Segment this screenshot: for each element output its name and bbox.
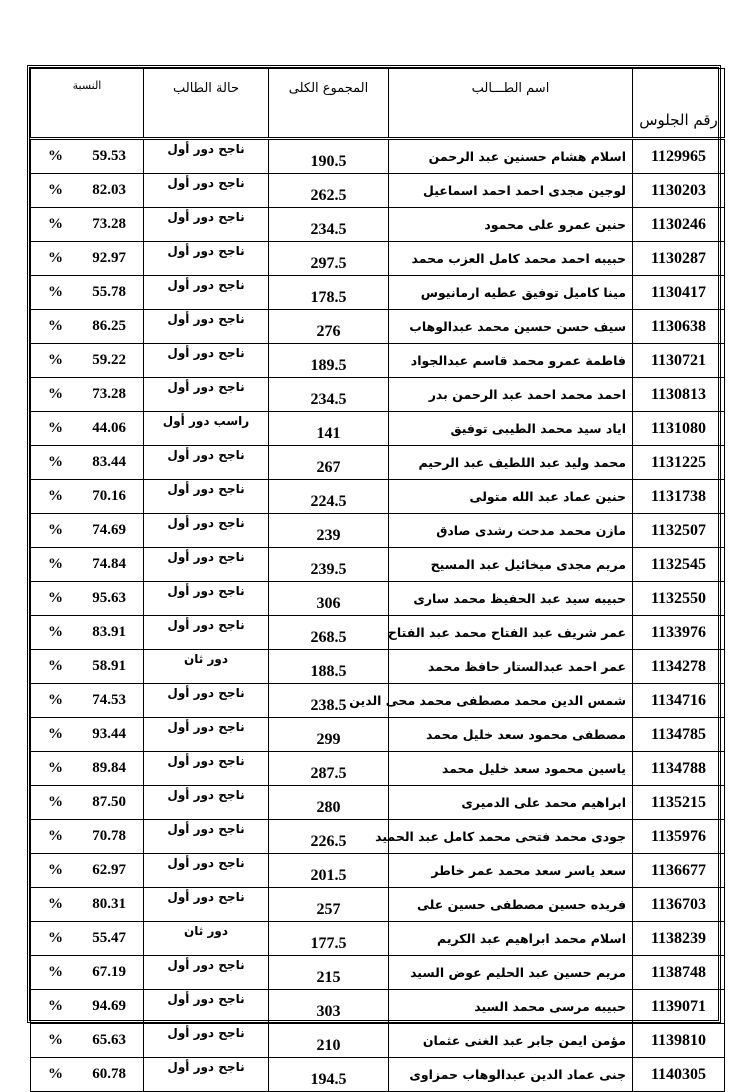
percent-symbol: %	[48, 352, 63, 368]
percent-symbol: %	[48, 760, 63, 776]
percentage-value: 44.06	[92, 420, 126, 436]
percentage-cell	[31, 990, 144, 1024]
student-name-cell: حبيبه مرسى محمد السيد	[389, 990, 633, 1024]
total-cell: 238.5	[269, 684, 389, 718]
status-cell: ناجح دور أول	[144, 378, 269, 412]
status-cell: ناجح دور أول	[144, 820, 269, 854]
status-cell: ناجح دور أول	[144, 956, 269, 990]
percentage-value: 59.53	[92, 148, 126, 164]
total-cell: 188.5	[269, 650, 389, 684]
seat-number-cell: 1130638	[633, 310, 725, 344]
seat-number-cell: 1132507	[633, 514, 725, 548]
status-cell: ناجح دور أول	[144, 446, 269, 480]
status-cell: ناجح دور أول	[144, 786, 269, 820]
table-row	[31, 990, 725, 1024]
percent-symbol: %	[48, 1032, 63, 1048]
student-name-cell: عمر شريف عبد الفتاح محمد عبد الفتاح	[389, 616, 633, 650]
total-cell: 262.5	[269, 174, 389, 208]
status-cell: راسب دور أول	[144, 412, 269, 446]
percentage-value: 95.63	[92, 590, 126, 606]
percentage-cell	[31, 276, 144, 310]
percent-symbol: %	[48, 590, 63, 606]
percentage-value: 73.28	[92, 386, 126, 402]
percent-symbol: %	[48, 1066, 63, 1082]
student-name-cell: احمد محمد احمد عبد الرحمن بدر	[389, 378, 633, 412]
status-cell: ناجح دور أول	[144, 310, 269, 344]
table-row	[31, 922, 725, 956]
percentage-value: 70.16	[92, 488, 126, 504]
student-name-cell: اسلام هشام حسنين عبد الرحمن	[389, 139, 633, 174]
student-name-cell: مريم مجدى ميخائيل عبد المسيح	[389, 548, 633, 582]
percentage-cell	[31, 854, 144, 888]
total-cell: 201.5	[269, 854, 389, 888]
student-name-cell: محمد وليد عبد اللطيف عبد الرحيم	[389, 446, 633, 480]
percentage-cell	[31, 174, 144, 208]
percent-symbol: %	[48, 250, 63, 266]
total-cell: 226.5	[269, 820, 389, 854]
student-name-cell: مصطفى محمود سعد خليل محمد	[389, 718, 633, 752]
status-cell: ناجح دور أول	[144, 242, 269, 276]
total-cell: 287.5	[269, 752, 389, 786]
header-total: المجموع الكلى	[269, 69, 389, 139]
percentage-cell	[31, 378, 144, 412]
table-row	[31, 514, 725, 548]
percentage-value: 92.97	[92, 250, 126, 266]
percent-symbol: %	[48, 964, 63, 980]
seat-number-cell: 1139071	[633, 990, 725, 1024]
table-row	[31, 208, 725, 242]
student-name-cell: مؤمن ايمن جابر عبد الغنى عثمان	[389, 1024, 633, 1058]
table-row	[31, 752, 725, 786]
percent-symbol: %	[48, 624, 63, 640]
percent-symbol: %	[48, 896, 63, 912]
percentage-cell	[31, 922, 144, 956]
header-percentage: النسبة	[31, 69, 144, 139]
percentage-cell	[31, 139, 144, 174]
table-row	[31, 174, 725, 208]
table-row	[31, 650, 725, 684]
status-cell: دور ثان	[144, 650, 269, 684]
total-cell: 297.5	[269, 242, 389, 276]
percentage-cell	[31, 582, 144, 616]
table-row	[31, 616, 725, 650]
status-cell: ناجح دور أول	[144, 1058, 269, 1092]
status-cell: ناجح دور أول	[144, 990, 269, 1024]
percentage-value: 65.63	[92, 1032, 126, 1048]
percent-symbol: %	[48, 828, 63, 844]
percent-symbol: %	[48, 216, 63, 232]
percentage-value: 94.69	[92, 998, 126, 1014]
percent-symbol: %	[48, 148, 63, 164]
total-cell: 178.5	[269, 276, 389, 310]
percent-symbol: %	[48, 182, 63, 198]
student-name-cell: مازن محمد مدحت رشدى صادق	[389, 514, 633, 548]
student-name-cell: فريده حسين مصطفى حسين على	[389, 888, 633, 922]
percentage-cell	[31, 480, 144, 514]
total-cell: 234.5	[269, 208, 389, 242]
table-row	[31, 582, 725, 616]
student-name-cell: جنى عماد الدين عبدالوهاب حمزاوى	[389, 1058, 633, 1092]
table-row	[31, 718, 725, 752]
percentage-value: 83.44	[92, 454, 126, 470]
table-row	[31, 242, 725, 276]
percentage-value: 87.50	[92, 794, 126, 810]
percentage-value: 93.44	[92, 726, 126, 742]
total-cell: 280	[269, 786, 389, 820]
percent-symbol: %	[48, 284, 63, 300]
percent-symbol: %	[48, 420, 63, 436]
status-cell: ناجح دور أول	[144, 1024, 269, 1058]
total-cell: 215	[269, 956, 389, 990]
percentage-cell	[31, 514, 144, 548]
table-row	[31, 378, 725, 412]
total-cell: 141	[269, 412, 389, 446]
table-row	[31, 446, 725, 480]
seat-number-cell: 1134785	[633, 718, 725, 752]
percent-symbol: %	[48, 726, 63, 742]
status-cell: ناجح دور أول	[144, 582, 269, 616]
percentage-value: 74.53	[92, 692, 126, 708]
status-cell: ناجح دور أول	[144, 276, 269, 310]
percentage-cell	[31, 1058, 144, 1092]
percent-symbol: %	[48, 862, 63, 878]
seat-number-cell: 1136677	[633, 854, 725, 888]
total-cell: 239.5	[269, 548, 389, 582]
seat-number-cell: 1134788	[633, 752, 725, 786]
seat-number-cell: 1134278	[633, 650, 725, 684]
table-row	[31, 344, 725, 378]
percentage-value: 55.78	[92, 284, 126, 300]
status-cell: ناجح دور أول	[144, 480, 269, 514]
header-row	[31, 69, 725, 139]
percentage-cell	[31, 208, 144, 242]
percent-symbol: %	[48, 998, 63, 1014]
status-cell: ناجح دور أول	[144, 718, 269, 752]
seat-number-cell: 1136703	[633, 888, 725, 922]
percent-symbol: %	[48, 522, 63, 538]
total-cell: 177.5	[269, 922, 389, 956]
status-cell: ناجح دور أول	[144, 344, 269, 378]
percent-symbol: %	[48, 386, 63, 402]
status-cell: ناجح دور أول	[144, 174, 269, 208]
total-cell: 299	[269, 718, 389, 752]
seat-number-cell: 1135215	[633, 786, 725, 820]
student-name-cell: عمر احمد عبدالستار حافظ محمد	[389, 650, 633, 684]
seat-number-cell: 1130246	[633, 208, 725, 242]
percent-symbol: %	[48, 794, 63, 810]
student-name-cell: مريم حسين عبد الحليم عوض السيد	[389, 956, 633, 990]
percent-symbol: %	[48, 658, 63, 674]
status-cell: ناجح دور أول	[144, 139, 269, 174]
percentage-value: 80.31	[92, 896, 126, 912]
percentage-cell	[31, 446, 144, 480]
table-row	[31, 956, 725, 990]
seat-number-cell: 1133976	[633, 616, 725, 650]
student-name-cell: اسلام محمد ابراهيم عبد الكريم	[389, 922, 633, 956]
student-name-cell: اياد سيد محمد الطيبى توفيق	[389, 412, 633, 446]
student-name-cell: مينا كاميل توفيق عطيه ارمانيوس	[389, 276, 633, 310]
percentage-cell	[31, 888, 144, 922]
percentage-value: 86.25	[92, 318, 126, 334]
percentage-cell	[31, 956, 144, 990]
header-seat-number: رقم الجلوس	[633, 69, 725, 139]
student-name-cell: ابراهيم محمد على الدميرى	[389, 786, 633, 820]
student-name-cell: جودى محمد فتحى محمد كامل عبد الحميد	[389, 820, 633, 854]
percentage-value: 70.78	[92, 828, 126, 844]
student-name-cell: لوجين مجدى احمد احمد اسماعيل	[389, 174, 633, 208]
percentage-cell	[31, 650, 144, 684]
total-cell: 239	[269, 514, 389, 548]
total-cell: 268.5	[269, 616, 389, 650]
percentage-cell	[31, 242, 144, 276]
percent-symbol: %	[48, 556, 63, 572]
percentage-value: 60.78	[92, 1066, 126, 1082]
percentage-cell	[31, 718, 144, 752]
percent-symbol: %	[48, 318, 63, 334]
total-cell: 224.5	[269, 480, 389, 514]
table-row	[31, 412, 725, 446]
total-cell: 303	[269, 990, 389, 1024]
seat-number-cell: 1134716	[633, 684, 725, 718]
percentage-cell	[31, 344, 144, 378]
percentage-cell	[31, 684, 144, 718]
percent-symbol: %	[48, 692, 63, 708]
table-row	[31, 276, 725, 310]
table-row	[31, 548, 725, 582]
percent-symbol: %	[48, 930, 63, 946]
seat-number-cell: 1131738	[633, 480, 725, 514]
status-cell: ناجح دور أول	[144, 684, 269, 718]
seat-number-cell: 1139810	[633, 1024, 725, 1058]
seat-number-cell: 1138748	[633, 956, 725, 990]
seat-number-cell: 1131080	[633, 412, 725, 446]
table-row	[31, 139, 725, 174]
seat-number-cell: 1129965	[633, 139, 725, 174]
seat-number-cell: 1130813	[633, 378, 725, 412]
student-name-cell: حنين عماد عبد الله متولى	[389, 480, 633, 514]
percentage-value: 58.91	[92, 658, 126, 674]
table-row	[31, 1024, 725, 1058]
seat-number-cell: 1130203	[633, 174, 725, 208]
percent-symbol: %	[48, 488, 63, 504]
seat-number-cell: 1130287	[633, 242, 725, 276]
status-cell: ناجح دور أول	[144, 752, 269, 786]
total-cell: 210	[269, 1024, 389, 1058]
header-student-name: اسم الطـــالب	[389, 69, 633, 139]
percentage-cell	[31, 310, 144, 344]
student-name-cell: ياسين محمود سعد خليل محمد	[389, 752, 633, 786]
total-cell: 190.5	[269, 139, 389, 174]
percentage-value: 73.28	[92, 216, 126, 232]
status-cell: ناجح دور أول	[144, 514, 269, 548]
status-cell: ناجح دور أول	[144, 616, 269, 650]
table-row	[31, 310, 725, 344]
percentage-value: 59.22	[92, 352, 126, 368]
total-cell: 194.5	[269, 1058, 389, 1092]
percentage-value: 74.69	[92, 522, 126, 538]
total-cell: 189.5	[269, 344, 389, 378]
total-cell: 276	[269, 310, 389, 344]
student-name-cell: فاطمة عمرو محمد قاسم عبدالجواد	[389, 344, 633, 378]
percentage-value: 83.91	[92, 624, 126, 640]
table-row	[31, 684, 725, 718]
percentage-value: 74.84	[92, 556, 126, 572]
seat-number-cell: 1132545	[633, 548, 725, 582]
table-row	[31, 1058, 725, 1092]
percentage-value: 89.84	[92, 760, 126, 776]
percentage-cell	[31, 786, 144, 820]
header-status: حالة الطالب	[144, 69, 269, 139]
percentage-cell	[31, 616, 144, 650]
results-sheet	[27, 65, 721, 1088]
table-row	[31, 888, 725, 922]
percentage-value: 62.97	[92, 862, 126, 878]
table-row	[31, 480, 725, 514]
student-name-cell: حبيبه احمد محمد كامل العزب محمد	[389, 242, 633, 276]
total-cell: 267	[269, 446, 389, 480]
total-cell: 306	[269, 582, 389, 616]
seat-number-cell: 1132550	[633, 582, 725, 616]
seat-number-cell: 1130721	[633, 344, 725, 378]
results-body	[31, 139, 725, 1092]
percentage-cell	[31, 412, 144, 446]
table-row	[31, 854, 725, 888]
status-cell: ناجح دور أول	[144, 548, 269, 582]
percentage-cell	[31, 548, 144, 582]
seat-number-cell: 1140305	[633, 1058, 725, 1092]
status-cell: ناجح دور أول	[144, 888, 269, 922]
results-table	[30, 68, 725, 1092]
student-name-cell: سعد ياسر سعد محمد عمر خاطر	[389, 854, 633, 888]
percentage-cell	[31, 1024, 144, 1058]
status-cell: ناجح دور أول	[144, 854, 269, 888]
seat-number-cell: 1131225	[633, 446, 725, 480]
student-name-cell: حنين عمرو على محمود	[389, 208, 633, 242]
percentage-value: 67.19	[92, 964, 126, 980]
seat-number-cell: 1135976	[633, 820, 725, 854]
seat-number-cell: 1138239	[633, 922, 725, 956]
percentage-value: 55.47	[92, 930, 126, 946]
percent-symbol: %	[48, 454, 63, 470]
table-row	[31, 786, 725, 820]
percentage-value: 82.03	[92, 182, 126, 198]
seat-number-cell: 1130417	[633, 276, 725, 310]
total-cell: 234.5	[269, 378, 389, 412]
total-cell: 257	[269, 888, 389, 922]
student-name-cell: سيف حسن حسين محمد عبدالوهاب	[389, 310, 633, 344]
status-cell: ناجح دور أول	[144, 208, 269, 242]
table-row	[31, 820, 725, 854]
percentage-cell	[31, 752, 144, 786]
student-name-cell: حبيبه سيد عبد الحفيظ محمد سارى	[389, 582, 633, 616]
percentage-cell	[31, 820, 144, 854]
status-cell: دور ثان	[144, 922, 269, 956]
student-name-cell: شمس الدين محمد مصطفى محمد محى الدين	[389, 684, 633, 718]
